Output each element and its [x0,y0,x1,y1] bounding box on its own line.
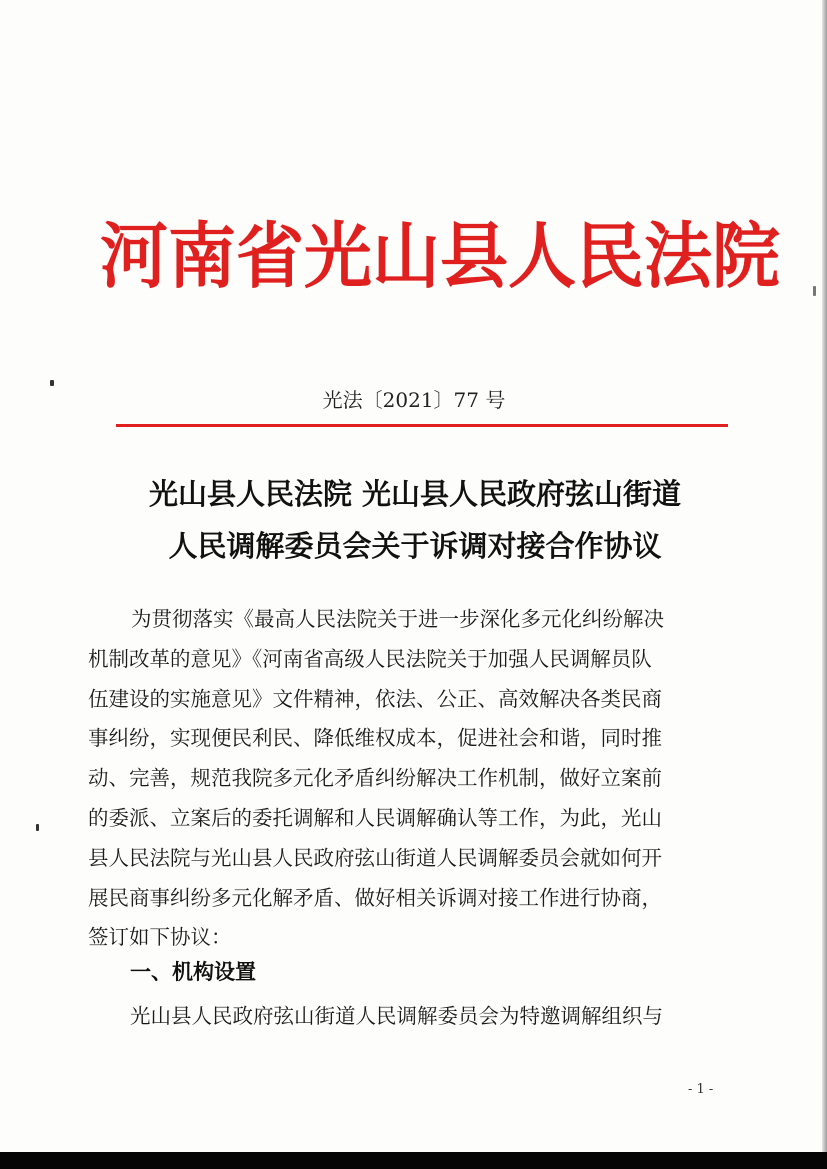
document-title [90,468,740,572]
body-line: 动、完善，规范我院多元化矛盾纠纷解决工作机制，做好立案前 [88,766,662,791]
document-number: 光法〔2021〕77 号 [322,388,506,412]
document-title-line-2: 人民调解委员会关于诉调对接合作协议 [168,529,662,563]
body-line: 签订如下协议： [88,925,232,950]
body-paragraph [88,600,728,958]
body-line: 的委派、立案后的委托调解和人民调解确认等工作，为此，光山 [88,805,662,830]
body-line: 为贯彻落实《最高人民法院关于进一步深化多元化纠纷解决 [131,607,664,631]
section-text: 光山县人民政府弦山街道人民调解委员会为特邀调解组织与 [130,1004,663,1028]
body-line: 机制改革的意见》《河南省高级人民法院关于加强人民调解员队 [88,646,652,671]
red-divider-line [116,424,728,427]
body-line: 伍建设的实施意见》文件精神，依法、公正、高效解决各类民商 [88,686,662,711]
section-heading: 一、机构设置 [130,959,256,984]
page-number: - 1 - [688,1082,714,1097]
scan-edge-bottom [0,1152,827,1169]
body-line: 事纠纷，实现便民利民、降低维权成本，促进社会和谐，同时推 [88,726,662,751]
scan-speck [813,286,816,296]
scan-speck [50,380,54,386]
document-title-line-1: 光山县人民法院 光山县人民政府弦山街道 [148,477,682,511]
body-line: 展民商事纠纷多元化解矛盾、做好相关诉调对接工作进行协商， [88,885,662,910]
scan-edge-right [822,0,827,1152]
court-name-header: 河南省光山县人民法院 [100,215,781,299]
body-line: 县人民法院与光山县人民政府弦山街道人民调解委员会就如何开 [88,845,662,870]
scan-speck [36,824,39,831]
